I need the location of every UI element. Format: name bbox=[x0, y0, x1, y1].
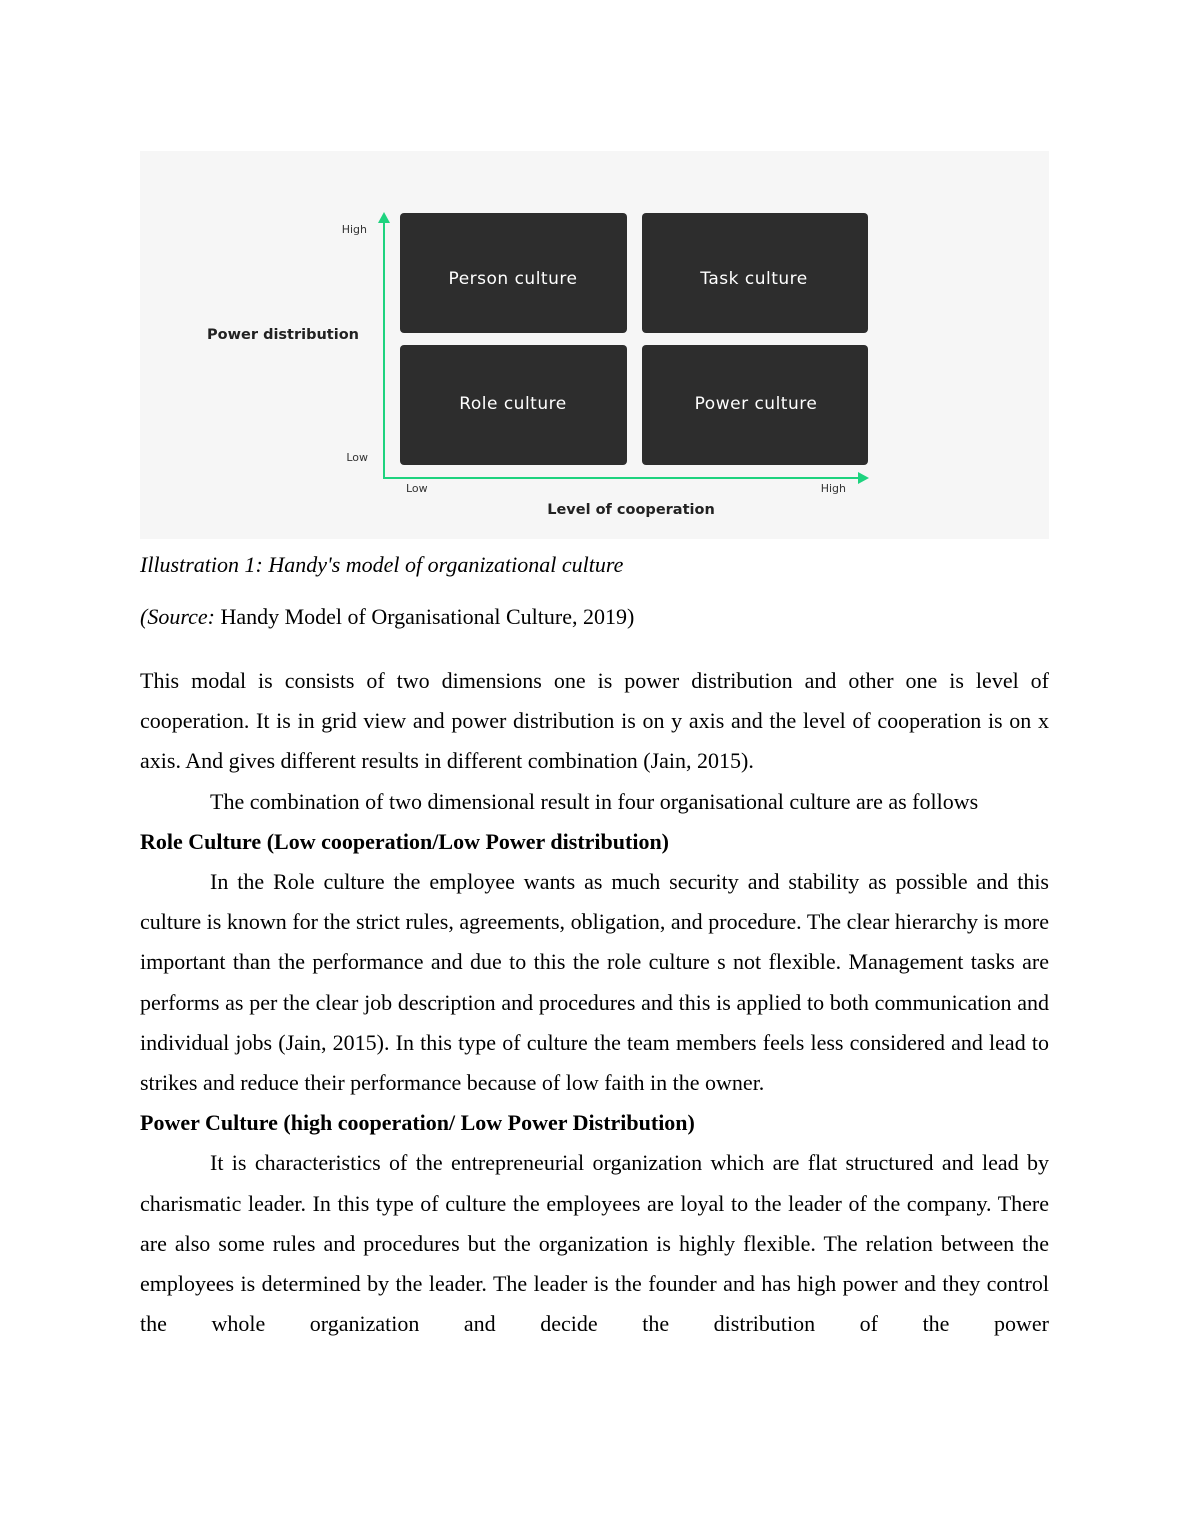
x-axis-arrow-icon bbox=[858, 472, 869, 484]
source-text: Handy Model of Organisational Culture, 2019) bbox=[214, 604, 635, 629]
figure-caption: Illustration 1: Handy's model of organizational culture bbox=[140, 552, 624, 577]
handy-model-figure bbox=[140, 151, 1049, 539]
cell-person-culture-label: Person culture bbox=[448, 269, 578, 289]
x-axis-title: Level of cooperation bbox=[547, 502, 715, 518]
x-axis-high-label: High bbox=[820, 482, 846, 495]
power-culture-paragraph: It is characteristics of the entrepreneurial organization which are flat structured and lead by charismatic leader. In this type of culture the employees are loyal to the leader of the company. There are also some rules and procedures but the organization is highly flexible. The relation between the employees is determined by the leader. The leader is the founder and has high power and they control the whole organization and decide the distribution of the power bbox=[140, 1150, 1049, 1337]
role-culture-paragraph: In the Role culture the employee wants as much security and stability as possible and this culture is known for the strict rules, agreements, obligation, and procedure. The clear hierarchy is more important than the performance and due to this the role culture s not flexible. Management tasks are performs as per the clear job description and procedures and this is applied to both communication and individual jobs (Jain, 2015). In this type of culture the team members feels less considered and lead to strikes and reduce their performance because of low faith in the owner. bbox=[140, 869, 1049, 1096]
y-axis-high-label: High bbox=[341, 223, 367, 236]
quadrant-diagram bbox=[140, 151, 1049, 539]
y-axis-low-label: Low bbox=[346, 451, 368, 464]
x-axis-low-label: Low bbox=[406, 482, 428, 495]
combination-paragraph: The combination of two dimensional result in four organisational culture are as follows bbox=[210, 788, 979, 814]
intro-paragraph: This modal is consists of two dimensions one is power distribution and other one is level of cooperation. It is in grid view and power distribution is on y axis and the level of cooperation is on x axis. And gives different results in different combination (Jain, 2015). bbox=[140, 668, 1049, 774]
document-body bbox=[140, 661, 1049, 1344]
cell-task-culture-label: Task culture bbox=[700, 269, 808, 289]
y-axis-title: Power distribution bbox=[207, 327, 359, 343]
figure-source bbox=[140, 602, 634, 632]
cell-role-culture-label: Role culture bbox=[459, 394, 567, 414]
y-axis-arrow-icon bbox=[378, 212, 390, 223]
source-label: (Source: bbox=[140, 604, 215, 629]
role-culture-heading: Role Culture (Low cooperation/Low Power distribution) bbox=[140, 828, 669, 854]
power-culture-heading: Power Culture (high cooperation/ Low Power Distribution) bbox=[140, 1110, 695, 1136]
cell-power-culture-label: Power culture bbox=[694, 394, 818, 414]
